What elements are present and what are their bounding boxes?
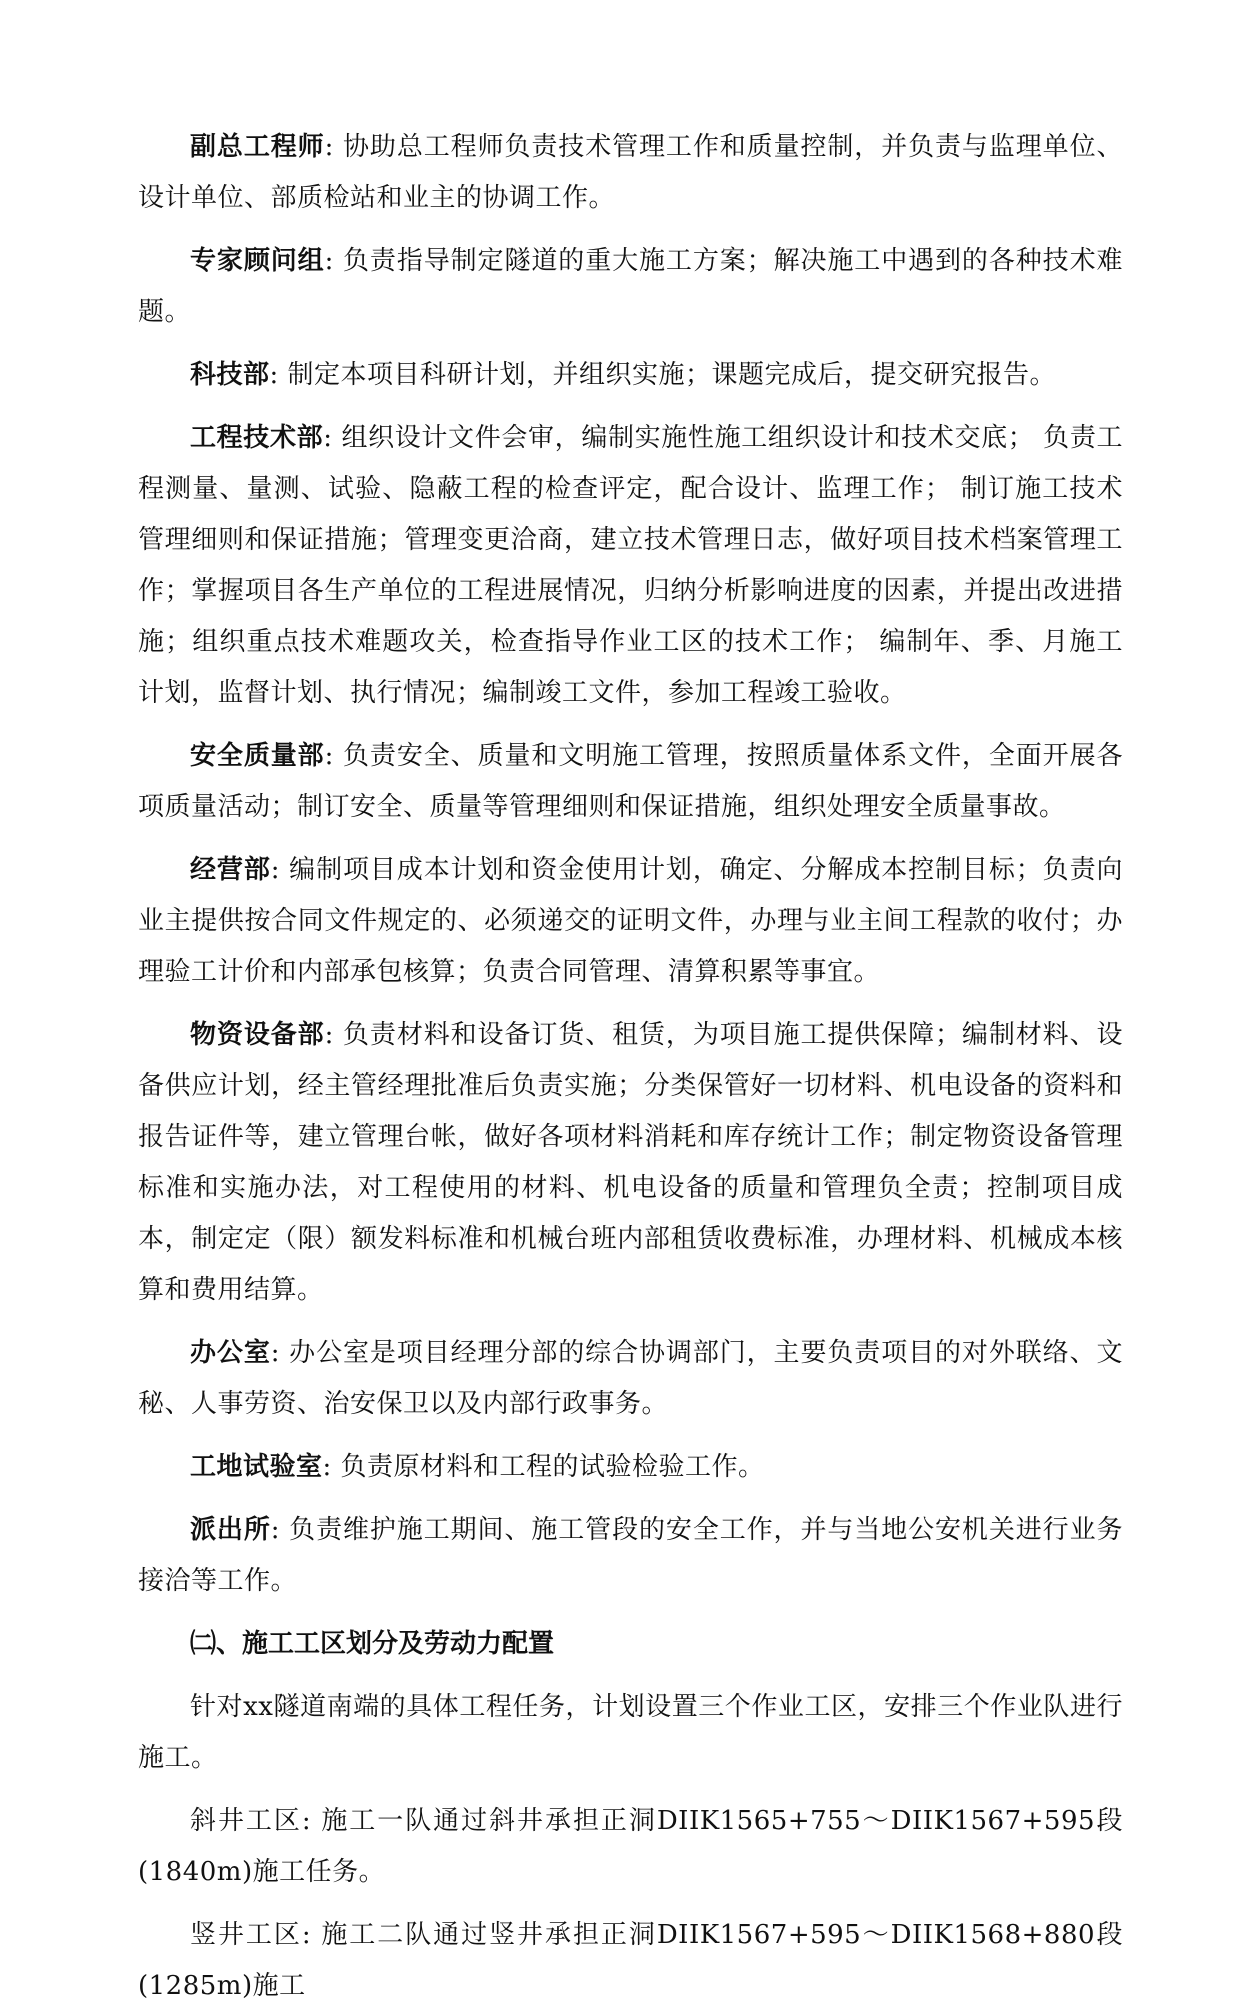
role-paragraph-engineering-dept	[138, 413, 1123, 719]
role-description: : 负责维护施工期间、施工管段的安全工作，并与当地公安机关进行业务接洽等工作。	[138, 1515, 1123, 1596]
role-term: 工程技术部	[190, 423, 324, 453]
body-paragraph: 斜井工区: 施工一队通过斜井承担正洞DIIK1565+755～DIIK1567+595段(1840m)施工任务。	[138, 1806, 1123, 1887]
body-paragraph: 竖井工区: 施工二队通过竖井承担正洞DIIK1567+595～DIIK1568+880段(1285m)施工	[138, 1920, 1123, 2001]
role-term: 科技部	[190, 360, 270, 390]
role-paragraph-tech-dept	[138, 350, 1123, 401]
role-term: 工地试验室	[190, 1452, 323, 1482]
section-heading: ㈡、施工工区划分及劳动力配置	[190, 1629, 555, 1659]
role-paragraph-office	[138, 1328, 1123, 1430]
role-term: 副总工程师	[190, 132, 325, 162]
role-paragraph-business-dept	[138, 845, 1123, 998]
role-term: 安全质量部	[190, 741, 325, 771]
role-description: : 负责安全、质量和文明施工管理，按照质量体系文件，全面开展各项质量活动；制订安全、质量等管理细则和保证措施，组织处理安全质量事故。	[138, 741, 1123, 822]
role-term: 办公室	[190, 1338, 271, 1368]
role-term: 物资设备部	[190, 1020, 325, 1050]
role-description: : 办公室是项目经理分部的综合协调部门，主要负责项目的对外联络、文秘、人事劳资、治安保卫以及内部行政事务。	[138, 1338, 1123, 1419]
role-description: : 编制项目成本计划和资金使用计划，确定、分解成本控制目标；负责向业主提供按合同文件规定的、必须递交的证明文件，办理与业主间工程款的收付；办理验工计价和内部承包核算；负责合同管理、清算积累等事宜。	[138, 855, 1123, 987]
role-description: : 负责指导制定隧道的重大施工方案；解决施工中遇到的各种技术难题。	[138, 246, 1123, 327]
role-paragraph-expert-group	[138, 236, 1123, 338]
role-description: : 协助总工程师负责技术管理工作和质量控制，并负责与监理单位、设计单位、部质检站和业主的协调工作。	[138, 132, 1123, 213]
role-term: 派出所	[190, 1515, 271, 1545]
role-description: : 制定本项目科研计划，并组织实施；课题完成后，提交研究报告。	[269, 360, 1057, 390]
role-paragraph-deputy-chief-engineer	[138, 122, 1123, 224]
role-paragraph-safety-quality-dept	[138, 731, 1123, 833]
role-term: 经营部	[190, 855, 271, 885]
role-paragraph-materials-dept	[138, 1010, 1123, 1316]
body-paragraph: 针对xx隧道南端的具体工程任务，计划设置三个作业工区，安排三个作业队进行施工。	[138, 1692, 1123, 1773]
role-description: : 负责材料和设备订货、租赁，为项目施工提供保障；编制材料、设备供应计划，经主管经理批准后负责实施；分类保管好一切材料、机电设备的资料和报告证件等，建立管理台帐，做好各项材料消耗和库存统计工作；制定物资设备管理标准和实施办法，对工程使用的材料、机电设备的质量和管理负全责；控制项目成本，制定定（限）额发料标准和机械台班内部租赁收费标准，办理材料、机械成本核算和费用结算。	[138, 1020, 1123, 1305]
role-description: : 负责原材料和工程的试验检验工作。	[322, 1452, 765, 1482]
role-description: : 组织设计文件会审，编制实施性施工组织设计和技术交底； 负责工程测量、量测、试验、隐蔽工程的检查评定，配合设计、监理工作； 制订施工技术管理细则和保证措施；管理变更洽商，建立技术管理日志，做好项目技术档案管理工作；掌握项目各生产单位的工程进展情况，归纳分析影响进度的因素，并提出改进措施；组织重点技术难题攻关，检查指导作业工区的技术工作； 编制年、季、月施工计划，监督计划、执行情况；编制竣工文件，参加工程竣工验收。	[138, 423, 1123, 708]
role-term: 专家顾问组	[190, 246, 325, 276]
role-paragraph-site-lab	[138, 1442, 1123, 1493]
role-paragraph-police-station	[138, 1505, 1123, 1607]
